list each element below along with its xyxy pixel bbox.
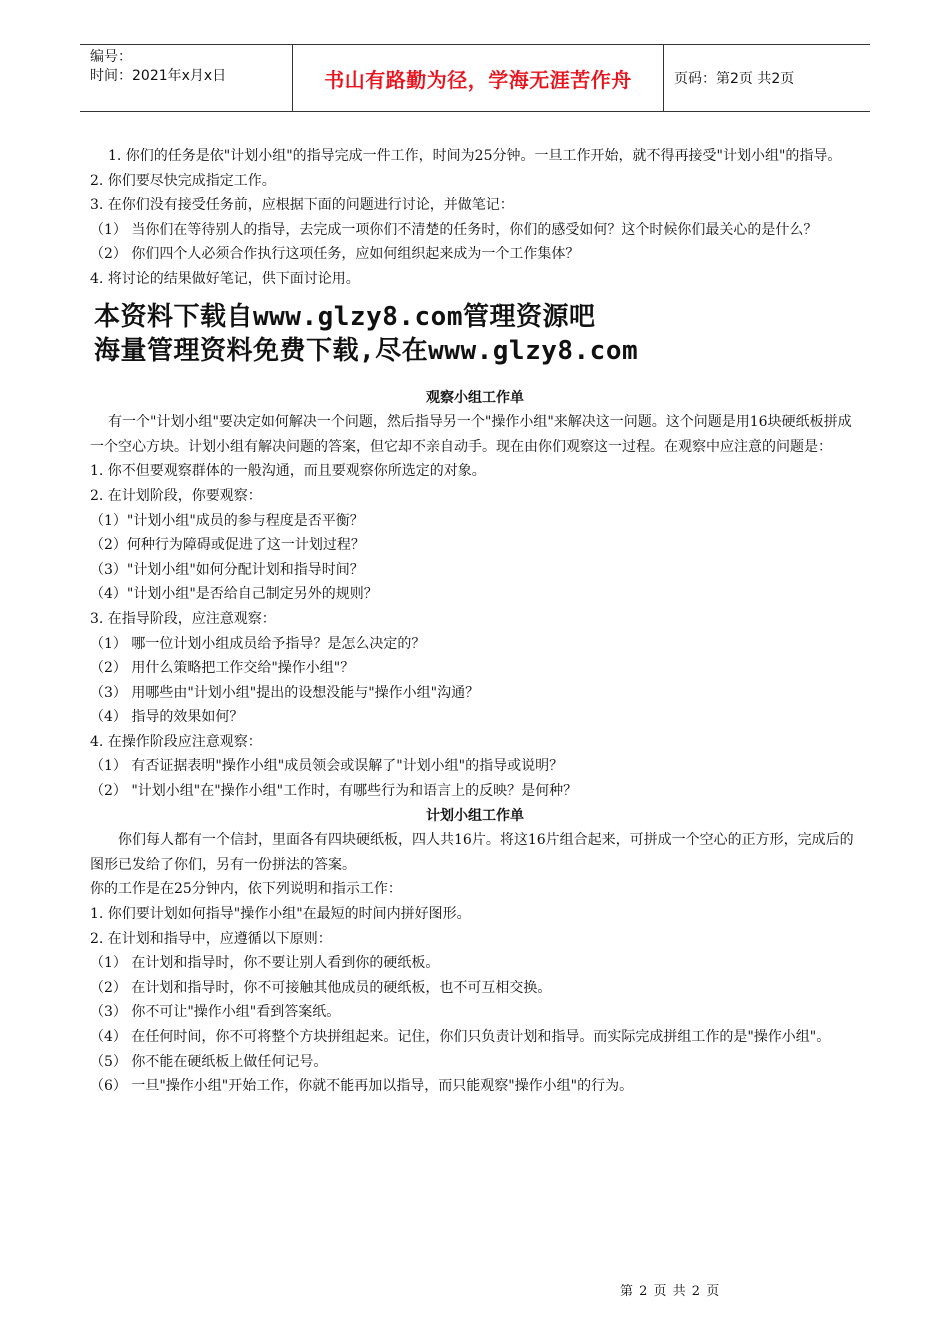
observe-item: （1） 哪一位计划小组成员给予指导？是怎么决定的？ [90,635,426,652]
intro-item: 3. 在你们没有接受任务前，应根据下面的问题进行讨论，并做笔记： [90,197,514,214]
plan-item: 2. 在计划和指导中，应遵循以下原则： [90,930,332,947]
observe-item: 4. 在操作阶段应注意观察： [90,733,262,750]
observe-item: （4）"计划小组"是否给自己制定另外的规则？ [90,586,378,603]
observe-item: （1）"计划小组"成员的参与程度是否平衡？ [90,512,364,529]
plan-intro: 你们每人都有一个信封，里面各有四块硬纸板，四人共16片。将这16片组合起来，可拼成一个空心的正方形，完成后的图形已发给了你们，另有一份拼法的答案。 [90,832,854,873]
document-body [90,144,860,1099]
observe-item: （3） 用哪些由"计划小组"提出的设想没能与"操作小组"沟通？ [90,684,480,701]
observe-item: （3）"计划小组"如何分配计划和指导时间？ [90,561,364,578]
promo-line: 本资料下载自www.glzy8.com管理资源吧 [94,301,596,332]
plan-item: （5） 你不能在硬纸板上做任何记号。 [90,1053,328,1070]
header-page-cell [664,45,870,111]
promo-block [90,300,860,368]
page-footer: 第 2 页 共 2 页 [620,1284,721,1299]
observe-item: （2）何种行为障碍或促进了这一计划过程？ [90,537,365,554]
plan-item: （2） 在计划和指导时，你不可接触其他成员的硬纸板，也不可互相交换。 [90,979,552,996]
observe-item: 1. 你不但要观察群体的一般沟通，而且要观察你所选定的对象。 [90,463,486,480]
observe-item: （2） 用什么策略把工作交给"操作小组"？ [90,660,355,677]
observe-item: （4） 指导的效果如何？ [90,709,244,726]
observe-intro: 有一个"计划小组"要决定如何解决一个问题，然后指导另一个"操作小组"来解决这一问题。这个问题是用16块硬纸板拼成一个空心方块。计划小组有解决问题的答案，但它却不亲自动手。现在由你们观察这一过程。在观察中应注意的问题是： [90,414,852,455]
observe-item: （1） 有否证据表明"操作小组"成员领会或误解了"计划小组"的指导或说明？ [90,758,564,775]
observe-item: 2. 在计划阶段，你要观察： [90,487,262,504]
page-info: 页码：第2页 共2页 [674,71,795,87]
header-motto-cell [292,45,664,111]
intro-item: （1） 当你们在等待别人的指导，去完成一项你们不清楚的任务时，你们的感受如何？这个时候你们最关心的是什么？ [90,221,818,238]
plan-item: 1. 你们要计划如何指导"操作小组"在最短的时间内拼好图形。 [90,906,471,923]
promo-line: 海量管理资料免费下载,尽在www.glzy8.com [94,335,639,366]
plan-item: 你的工作是在25分钟内，依下列说明和指示工作： [90,881,402,898]
intro-item: 4. 将讨论的结果做好笔记，供下面讨论用。 [90,270,360,287]
page-header [80,44,870,112]
intro-item: （2） 你们四个人必须合作执行这项任务，应如何组织起来成为一个工作集体？ [90,246,580,263]
plan-item: （4） 在任何时间，你不可将整个方块拼组起来。记住，你们只负责计划和指导。而实际完成拼组工作的是"操作小组"。 [90,1029,831,1045]
intro-item: 1. 你们的任务是依"计划小组"的指导完成一件工作，时间为25分钟。一旦工作开始，就不得再接受"计划小组"的指导。 [108,148,842,164]
motto: 书山有路勤为径，学海无涯苦作舟 [324,67,632,92]
intro-item: 2. 你们要尽快完成指定工作。 [90,172,276,189]
observe-item: 3. 在指导阶段，应注意观察： [90,610,276,627]
plan-title: 计划小组工作单 [426,807,524,824]
header-meta [80,45,292,111]
observe-title: 观察小组工作单 [426,389,524,406]
number-label: 编号： [90,49,132,65]
observe-item: （2） "计划小组"在"操作小组"工作时，有哪些行为和语言上的反映？是何种？ [90,783,578,800]
plan-item: （3） 你不可让"操作小组"看到答案纸。 [90,1004,341,1021]
plan-item: （6） 一旦"操作小组"开始工作，你就不能再加以指导，而只能观察"操作小组"的行为。 [90,1078,634,1095]
date-label: 时间：2021年x月x日 [90,68,227,84]
plan-item: （1） 在计划和指导时，你不要让别人看到你的硬纸板。 [90,955,440,972]
